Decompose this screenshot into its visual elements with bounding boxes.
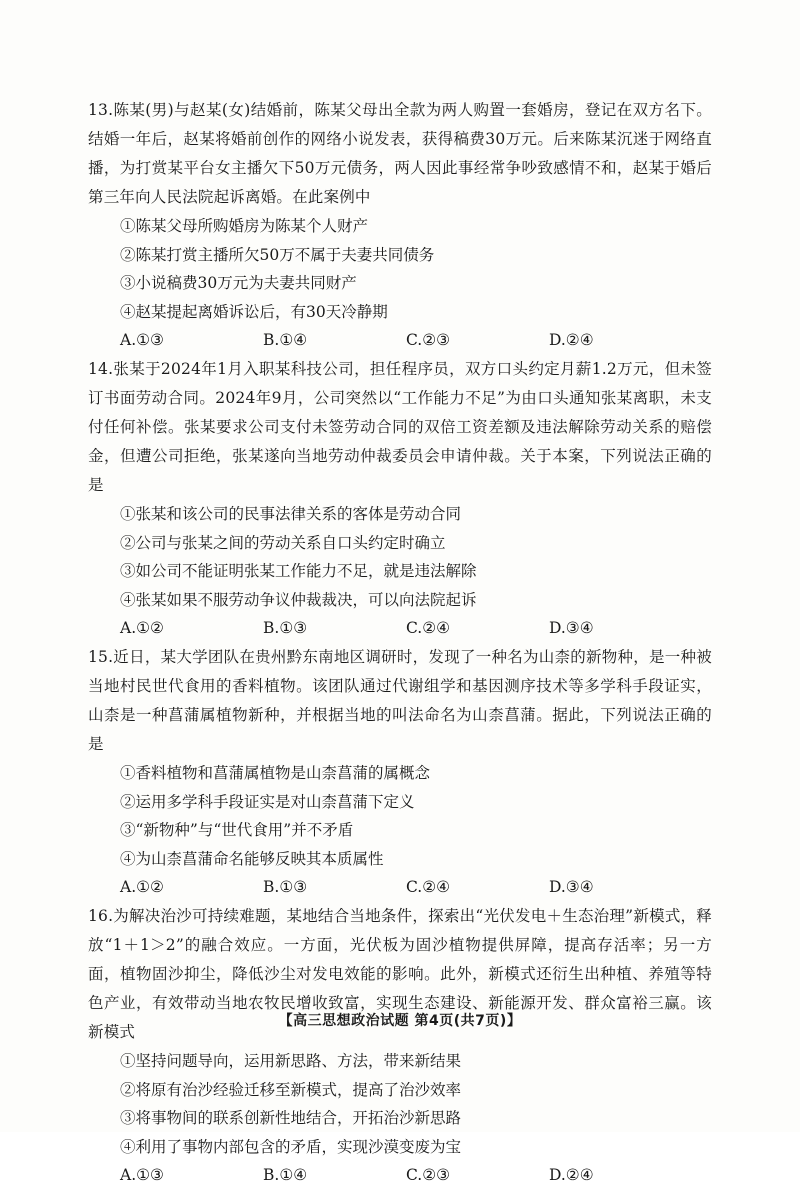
page-footer: 【高三思想政治试题 第4页(共7页)】: [278, 1013, 522, 1029]
statement-1: ①张某和该公司的民事法律关系的客体是劳动合同: [120, 505, 462, 523]
option-d: D.③④: [549, 619, 594, 637]
statement-4: ④为山柰菖蒲命名能够反映其本质属性: [120, 849, 384, 868]
option-b: B.①④: [263, 1166, 308, 1184]
statement-2: ②陈某打赏主播所欠50万不属于夫妻共同债务: [120, 245, 435, 264]
option-d: D.②④: [549, 1166, 594, 1184]
statement-4: ④张某如果不服劳动争议仲裁裁决，可以向法院起诉: [120, 590, 477, 609]
question-16: [88, 902, 712, 1190]
question-stem: 15.近日，某大学团队在贵州黔东南地区调研时，发现了一种名为山柰的新物种，是一种被当地村民世代食用的香料植物。该团队通过代谢组学和基因测序技术等多学科手段证实，山柰是一种菖蒲属植物新种，并根据当地的叫法命名为山柰菖蒲。据此，下列说法正确的是: [88, 648, 712, 753]
statement-4: ④利用了事物内部包含的矛盾，实现沙漠变废为宝: [120, 1137, 462, 1156]
statement-2: ②将原有治沙经验迁移至新模式，提高了治沙效率: [120, 1080, 462, 1099]
option-c: C.②③: [406, 331, 451, 349]
option-b: B.①③: [263, 619, 308, 637]
option-b: B.①③: [263, 878, 308, 896]
option-d: D.③④: [549, 878, 594, 896]
statement-3: ③将事物间的联系创新性地结合，开拓治沙新思路: [120, 1109, 462, 1127]
answer-options: [88, 326, 712, 355]
question-stem: 16.为解决治沙可持续难题，某地结合当地条件，探索出“光伏发电＋生态治理”新模式，释放“1＋1＞2”的融合效应。一方面，光伏板为固沙植物提供屏障，提高存活率；另一方面，植物固沙抑尘，降低沙尘对发电效能的影响。此外，新模式还衍生出种植、养殖等特色产业，有效带动当地农牧民增收致富，实现生态建设、新能源开发、群众富裕三赢。该新模式: [88, 907, 712, 1041]
option-a: A.①②: [120, 619, 164, 637]
question-15: [88, 643, 712, 902]
answer-options: [88, 614, 712, 643]
question-14: [88, 355, 712, 643]
statement-4: ④赵某提起离婚诉讼后，有30天冷静期: [120, 302, 388, 321]
question-13: [88, 96, 712, 355]
option-a: A.①③: [120, 331, 164, 349]
answer-options: [88, 873, 712, 902]
statement-3: ③如公司不能证明张某工作能力不足，就是违法解除: [120, 562, 477, 580]
option-a: A.①②: [120, 878, 164, 896]
question-stem: 14.张某于2024年1月入职某科技公司，担任程序员，双方口头约定月薪1.2万元，但未签订书面劳动合同。2024年9月，公司突然以“工作能力不足”为由口头通知张某离职，未支付任何补偿。张某要求公司支付未签劳动合同的双倍工资差额及违法解除劳动关系的赔偿金，但遭公司拒绝，张某遂向当地劳动仲裁委员会申请仲裁。关于本案，下列说法正确的是: [88, 360, 712, 494]
option-c: C.②④: [406, 619, 451, 637]
option-c: C.②④: [406, 878, 451, 896]
statement-1: ①陈某父母所购婚房为陈某个人财产: [120, 217, 369, 235]
option-a: A.①③: [120, 1166, 164, 1184]
statement-1: ①坚持问题导向，运用新思路、方法，带来新结果: [120, 1052, 462, 1070]
option-b: B.①④: [263, 331, 308, 349]
statement-2: ②运用多学科手段证实是对山柰菖蒲下定义: [120, 792, 415, 811]
option-d: D.②④: [549, 331, 594, 349]
answer-options: [88, 1161, 712, 1190]
statement-1: ①香料植物和菖蒲属植物是山柰菖蒲的属概念: [120, 764, 431, 782]
statement-3: ③“新物种”与“世代食用”并不矛盾: [120, 821, 354, 839]
question-stem: 13.陈某(男)与赵某(女)结婚前，陈某父母出全款为两人购置一套婚房，登记在双方名下。结婚一年后，赵某将婚前创作的网络小说发表，获得稿费30万元。后来陈某沉迷于网络直播，为打赏某平台女主播欠下50万元债务，两人因此事经常争吵致感情不和，赵某于婚后第三年向人民法院起诉离婚。在此案例中: [88, 101, 712, 206]
option-c: C.②③: [406, 1166, 451, 1184]
statement-3: ③小说稿费30万元为夫妻共同财产: [120, 274, 357, 292]
statement-2: ②公司与张某之间的劳动关系自口头约定时确立: [120, 533, 446, 552]
